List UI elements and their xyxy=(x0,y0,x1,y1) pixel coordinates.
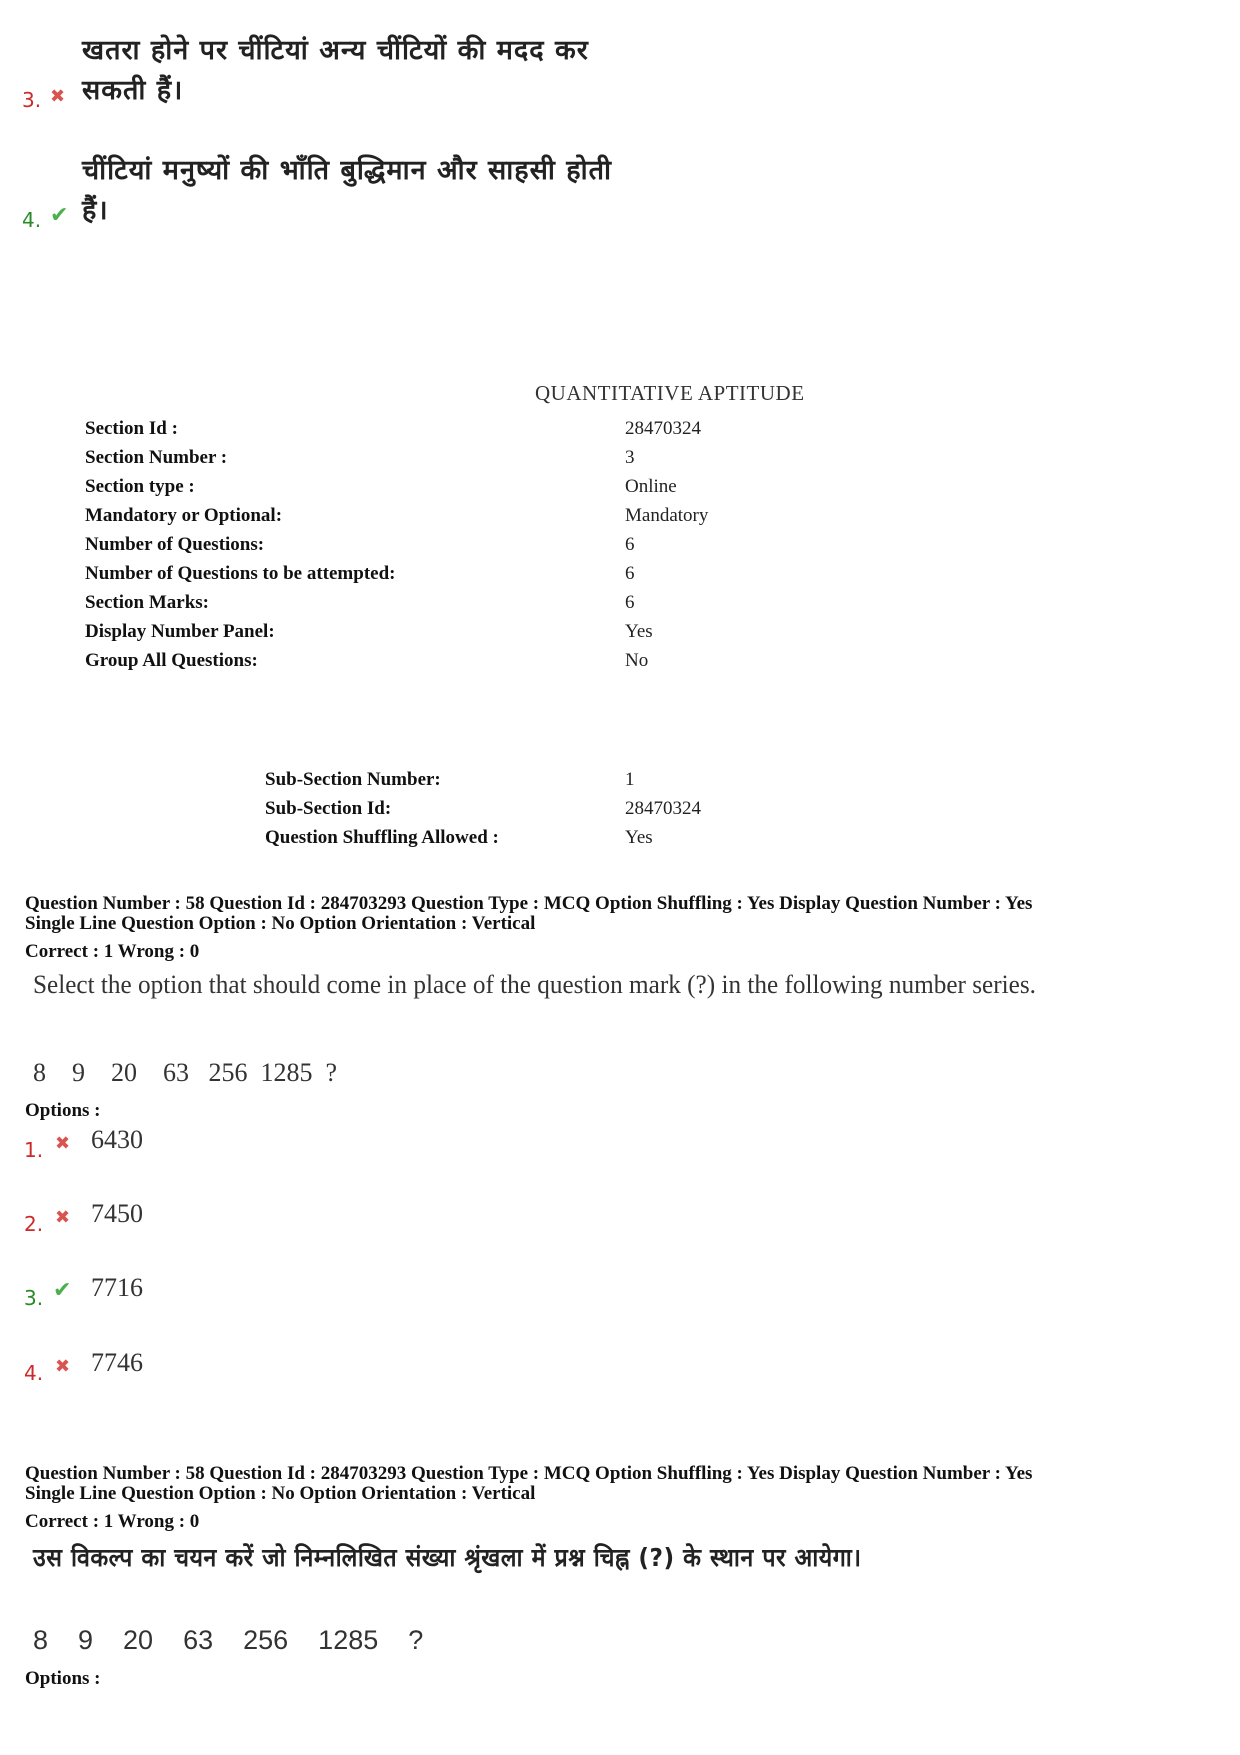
question-meta-line2: Single Line Question Option : No Option Orientation : Vertical xyxy=(25,1483,536,1504)
section-row xyxy=(85,621,885,650)
section-row xyxy=(85,505,885,534)
row-label: Sub-Section Id: xyxy=(265,798,392,819)
option-text-line1: खतरा होने पर चींटियां अन्य चींटियों की मदद कर xyxy=(82,35,589,66)
option-value: 6430 xyxy=(91,1125,143,1154)
row-label: Number of Questions to be attempted: xyxy=(85,563,396,584)
row-label: Question Shuffling Allowed : xyxy=(265,827,499,848)
question-meta-line1: Question Number : 58 Question Id : 284703293 Question Type : MCQ Option Shuffling : Yes Display Question Number : Yes xyxy=(25,893,1033,914)
row-value: Yes xyxy=(625,827,653,848)
section-info-table xyxy=(85,418,885,679)
check-icon: ✔ xyxy=(50,203,69,228)
options-label: Options : xyxy=(25,1100,101,1121)
section-row xyxy=(85,447,885,476)
row-label: Mandatory or Optional: xyxy=(85,505,283,526)
section-row xyxy=(85,418,885,447)
option-value: 7450 xyxy=(91,1199,143,1228)
row-value: 3 xyxy=(625,447,635,468)
row-label: Group All Questions: xyxy=(85,650,258,671)
section-row xyxy=(85,476,885,505)
option-number: 4. xyxy=(22,208,42,232)
question-marks: Correct : 1 Wrong : 0 xyxy=(25,1511,200,1532)
question-meta-line1: Question Number : 58 Question Id : 284703293 Question Type : MCQ Option Shuffling : Yes Display Question Number : Yes xyxy=(25,1463,1033,1484)
row-label: Display Number Panel: xyxy=(85,621,275,642)
row-value: Mandatory xyxy=(625,505,709,526)
row-label: Number of Questions: xyxy=(85,534,265,555)
wrong-icon: ✖ xyxy=(50,86,66,107)
section-row xyxy=(85,534,885,563)
row-label: Section Id : xyxy=(85,418,178,439)
row-label: Section Number : xyxy=(85,447,228,468)
row-value: Yes xyxy=(625,621,653,642)
row-label: Section type : xyxy=(85,476,195,497)
section-row xyxy=(85,563,885,592)
number-series: 8 9 20 63 256 1285 ? xyxy=(33,1058,338,1087)
section-title: QUANTITATIVE APTITUDE xyxy=(535,381,805,405)
number-series: 8 9 20 63 256 1285 ? xyxy=(33,1625,424,1655)
wrong-icon: ✖ xyxy=(55,1133,71,1154)
question-marks: Correct : 1 Wrong : 0 xyxy=(25,941,200,962)
wrong-icon: ✖ xyxy=(55,1356,71,1377)
row-label: Section Marks: xyxy=(85,592,210,613)
option-text-line2: सकती हैं। xyxy=(82,75,184,106)
prev-option-4 xyxy=(22,150,742,240)
row-label: Sub-Section Number: xyxy=(265,769,441,790)
question-text: Select the option that should come in place of the question mark (?) in the following number series. xyxy=(33,970,1036,999)
section-row xyxy=(85,650,885,679)
option-number: 3. xyxy=(22,88,42,112)
subsection-info-table xyxy=(265,769,865,856)
subsection-row xyxy=(265,798,865,827)
row-value: 6 xyxy=(625,592,635,613)
subsection-row xyxy=(265,769,865,798)
row-value: Online xyxy=(625,476,677,497)
check-icon: ✔ xyxy=(53,1278,72,1303)
option-value: 7746 xyxy=(91,1348,143,1377)
option-value: 7716 xyxy=(91,1273,143,1302)
wrong-icon: ✖ xyxy=(55,1207,71,1228)
option-2 xyxy=(24,1199,324,1239)
prev-option-3 xyxy=(22,30,742,120)
option-text-line2: हैं। xyxy=(82,195,109,226)
row-value: No xyxy=(625,650,649,671)
question-meta-line2: Single Line Question Option : No Option Orientation : Vertical xyxy=(25,913,536,934)
option-number: 4. xyxy=(24,1361,44,1385)
option-1 xyxy=(24,1125,324,1165)
row-value: 6 xyxy=(625,563,635,584)
options-label: Options : xyxy=(25,1668,101,1689)
option-number: 1. xyxy=(24,1138,44,1162)
row-value: 28470324 xyxy=(625,418,701,439)
option-4 xyxy=(24,1348,324,1388)
option-number: 3. xyxy=(24,1286,44,1310)
question-text-hindi: उस विकल्प का चयन करें जो निम्नलिखित संख्या श्रृंखला में प्रश्न चिह्न (?) के स्थान पर आयेगा। xyxy=(33,1543,862,1572)
row-value: 6 xyxy=(625,534,635,555)
section-row xyxy=(85,592,885,621)
row-value: 1 xyxy=(625,769,635,790)
row-value: 28470324 xyxy=(625,798,701,819)
option-number: 2. xyxy=(24,1212,44,1236)
option-text-line1: चींटियां मनुष्यों की भाँति बुद्धिमान और साहसी होती xyxy=(82,155,612,186)
option-3 xyxy=(24,1273,324,1313)
subsection-row xyxy=(265,827,865,856)
